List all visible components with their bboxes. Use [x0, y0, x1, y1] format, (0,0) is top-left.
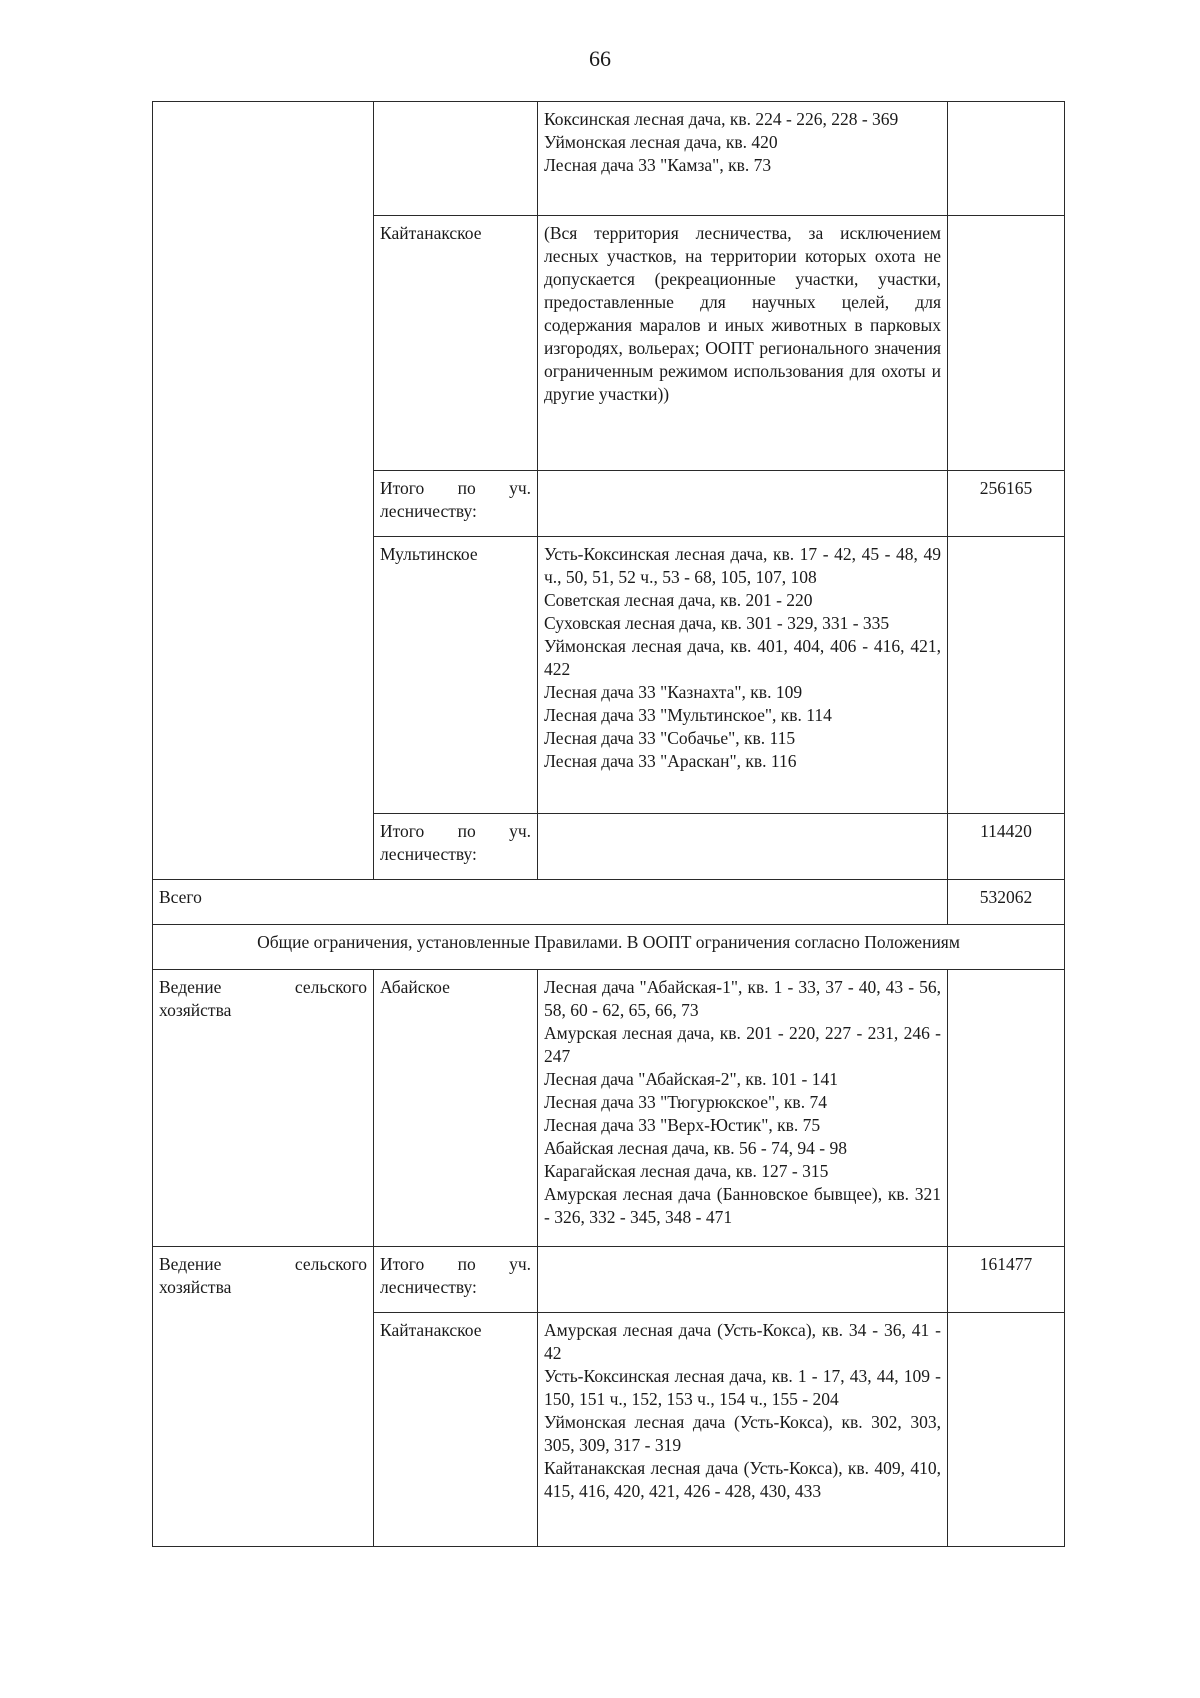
- plot-line: Лесная дача 33 "Мультинское", кв. 114: [544, 705, 832, 725]
- activity-cell: [153, 102, 374, 880]
- plot-line: Амурская лесная дача (Усть-Кокса), кв. 34 - 36, 41 - 42: [544, 1320, 941, 1363]
- table-row: [153, 102, 1065, 216]
- subtotal-label: Итого по уч. лесничеству:: [374, 1247, 538, 1313]
- plot-line: Амурская лесная дача, кв. 201 - 220, 227 - 231, 246 - 247: [544, 1023, 941, 1066]
- plot-line: Лесная дача 33 "Собачье", кв. 115: [544, 728, 796, 748]
- grand-total-value: 532062: [948, 880, 1065, 925]
- plots-cell: [538, 471, 948, 537]
- subtotal-value: 114420: [948, 814, 1065, 880]
- plot-line: Лесная дача "Абайская-2", кв. 101 - 141: [544, 1069, 839, 1089]
- table-row: [153, 925, 1065, 970]
- forestry-cell: [374, 102, 538, 216]
- plot-line: Абайская лесная дача, кв. 56 - 74, 94 - 98: [544, 1138, 847, 1158]
- section-note: Общие ограничения, установленные Правилами. В ООПТ ограничения согласно Положениям: [153, 925, 1065, 970]
- plots-cell: [538, 970, 948, 1247]
- plot-line: Уймонская лесная дача (Усть-Кокса), кв. 302, 303, 305, 309, 317 - 319: [544, 1412, 941, 1455]
- plots-cell: [538, 1313, 948, 1547]
- subtotal-value: 161477: [948, 1247, 1065, 1313]
- plot-line: Усть-Коксинская лесная дача, кв. 1 - 17, 43, 44, 109 - 150, 151 ч., 152, 153 ч., 154 ч., 155 - 204: [544, 1366, 941, 1409]
- plot-line: Усть-Коксинская лесная дача, кв. 17 - 42, 45 - 48, 49 ч., 50, 51, 52 ч., 53 - 68, 105, 107, 108: [544, 544, 941, 587]
- plot-line: Лесная дача "Абайская-1", кв. 1 - 33, 37 - 40, 43 - 56, 58, 60 - 62, 65, 66, 73: [544, 977, 941, 1020]
- plots-cell: [538, 537, 948, 814]
- page-number: 66: [589, 46, 611, 71]
- subtotal-label: Итого по уч. лесничеству:: [374, 471, 538, 537]
- plot-line: Лесная дача 33 "Тюгурюкское", кв. 74: [544, 1092, 827, 1112]
- table-row: [153, 1247, 1065, 1313]
- plots-cell: [538, 814, 948, 880]
- plot-line: Лесная дача 33 "Араскан", кв. 116: [544, 751, 797, 771]
- area-cell: [948, 970, 1065, 1247]
- plot-line: Коксинская лесная дача, кв. 224 - 226, 228 - 369: [544, 109, 899, 129]
- forestry-cell: Кайтанакское: [374, 1313, 538, 1547]
- plots-cell: [538, 1247, 948, 1313]
- plot-line: Кайтанакская лесная дача (Усть-Кокса), кв. 409, 410, 415, 416, 420, 421, 426 - 428, 430, 433: [544, 1458, 941, 1501]
- activity-cell: Ведение сельского хозяйства: [153, 1247, 374, 1547]
- plot-line: Уймонская лесная дача, кв. 420: [544, 132, 778, 152]
- grand-total-label: Всего: [153, 880, 948, 925]
- plot-line: Карагайская лесная дача, кв. 127 - 315: [544, 1161, 829, 1181]
- forestry-cell: Мультинское: [374, 537, 538, 814]
- plot-line: Лесная дача 33 "Камза", кв. 73: [544, 155, 772, 175]
- plot-line: Суховская лесная дача, кв. 301 - 329, 331 - 335: [544, 613, 890, 633]
- subtotal-label: Итого по уч. лесничеству:: [374, 814, 538, 880]
- table-row: [153, 970, 1065, 1247]
- restrictions-table: [152, 101, 1065, 1547]
- table-row: [153, 880, 1065, 925]
- plot-line: Советская лесная дача, кв. 201 - 220: [544, 590, 813, 610]
- subtotal-value: 256165: [948, 471, 1065, 537]
- plot-line: Амурская лесная дача (Банновское бывщее), кв. 321 - 326, 332 - 345, 348 - 471: [544, 1184, 941, 1227]
- forestry-cell: Абайское: [374, 970, 538, 1247]
- plots-cell: [538, 102, 948, 216]
- area-cell: [948, 1313, 1065, 1547]
- area-cell: [948, 102, 1065, 216]
- plots-cell: (Вся территория лесничества, за исключением лесных участков, на территории которых охота не допускается (рекреационные участки, участки, предоставленные для научных целей, для содержания маралов и иных животных в парковых изгородях, вольерах; ООПТ регионального значения ограниченным режимом использования для охоты и другие участки)): [538, 216, 948, 471]
- plot-line: Лесная дача 33 "Казнахта", кв. 109: [544, 682, 803, 702]
- forestry-cell: Кайтанакское: [374, 216, 538, 471]
- plot-line: Уймонская лесная дача, кв. 401, 404, 406 - 416, 421, 422: [544, 636, 941, 679]
- activity-cell: Ведение сельского хозяйства: [153, 970, 374, 1247]
- plot-line: Лесная дача 33 "Верх-Юстик", кв. 75: [544, 1115, 821, 1135]
- area-cell: [948, 216, 1065, 471]
- area-cell: [948, 537, 1065, 814]
